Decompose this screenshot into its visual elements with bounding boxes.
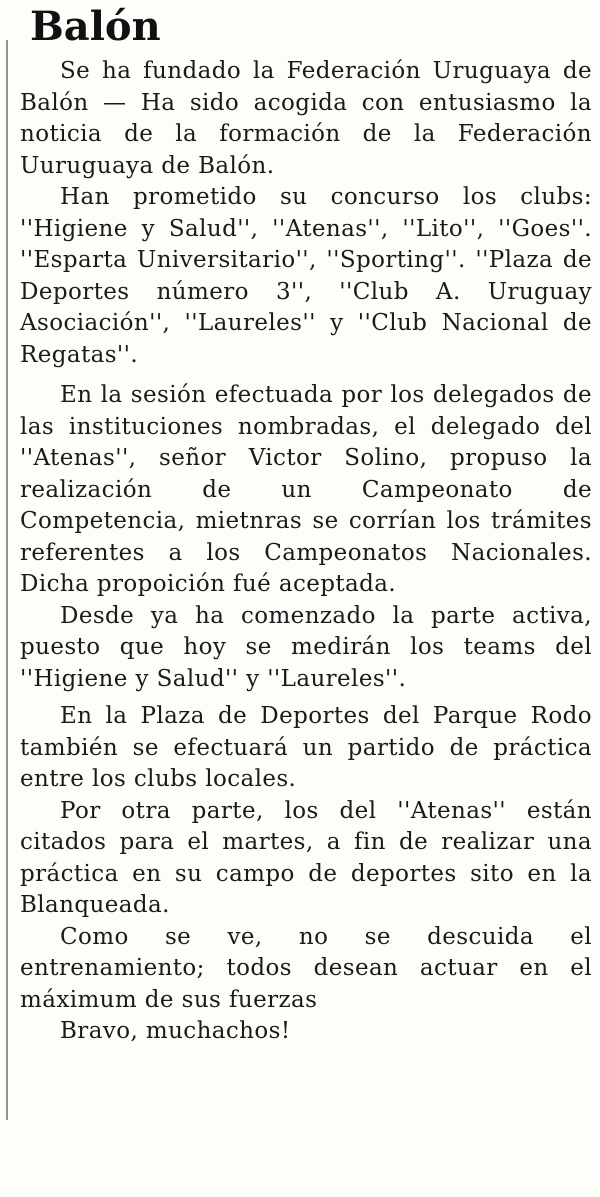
paragraph-parque-rodo: En la Plaza de Deportes del Parque Rodo también se efectuará un partido de práctica entre los clubs locales. bbox=[20, 703, 592, 792]
paragraph-federation-founded: Se ha fundado la Federación Uruguaya de Balón — Ha sido acogida con entusiasmo la noticia de la formación de la Federación Uuruguaya de Balón. bbox=[20, 58, 592, 179]
paragraph-closing: Bravo, muchachos! bbox=[60, 1018, 291, 1044]
paragraph-active-part: Desde ya ha comenzado la parte activa, puesto que hoy se medirán los teams del ''Higiene y Salud'' y ''Laureles''. bbox=[20, 602, 592, 692]
paragraph-session: En la sesión efectuada por los delegados de las instituciones nombradas, el delegado del ''Atenas'', señor Victor Solino, propuso la realización de un Campeonato de Competencia, mietnras se corrían los trámites referentes a los Campeonatos Nacionales. Dicha propoición fué aceptada. bbox=[20, 382, 592, 597]
article-body bbox=[20, 56, 592, 1048]
paragraph-clubs-list: Han prometido su concurso los clubs: ''Higiene y Salud'', ''Atenas'', ''Lito'', ''Goes''. ''Esparta Universitario'', ''Sporting''. ''Plaza de Deportes número 3'', ''Club A. Uruguay Asociación'', ''Laureles'' y ''Club Nacional de Regatas''. bbox=[20, 184, 592, 368]
paragraph-training: Como se ve, no se descuida el entrenamiento; todos desean actuar en el máximum de sus fuerzas bbox=[20, 923, 592, 1013]
column-rule bbox=[6, 40, 8, 1120]
paragraph-atenas-practice: Por otra parte, los del ''Atenas'' están citados para el martes, a fin de realizar una práctica en su campo de deportes sito en la Blanqueada. bbox=[20, 797, 592, 918]
article-title: Balón bbox=[30, 3, 161, 50]
